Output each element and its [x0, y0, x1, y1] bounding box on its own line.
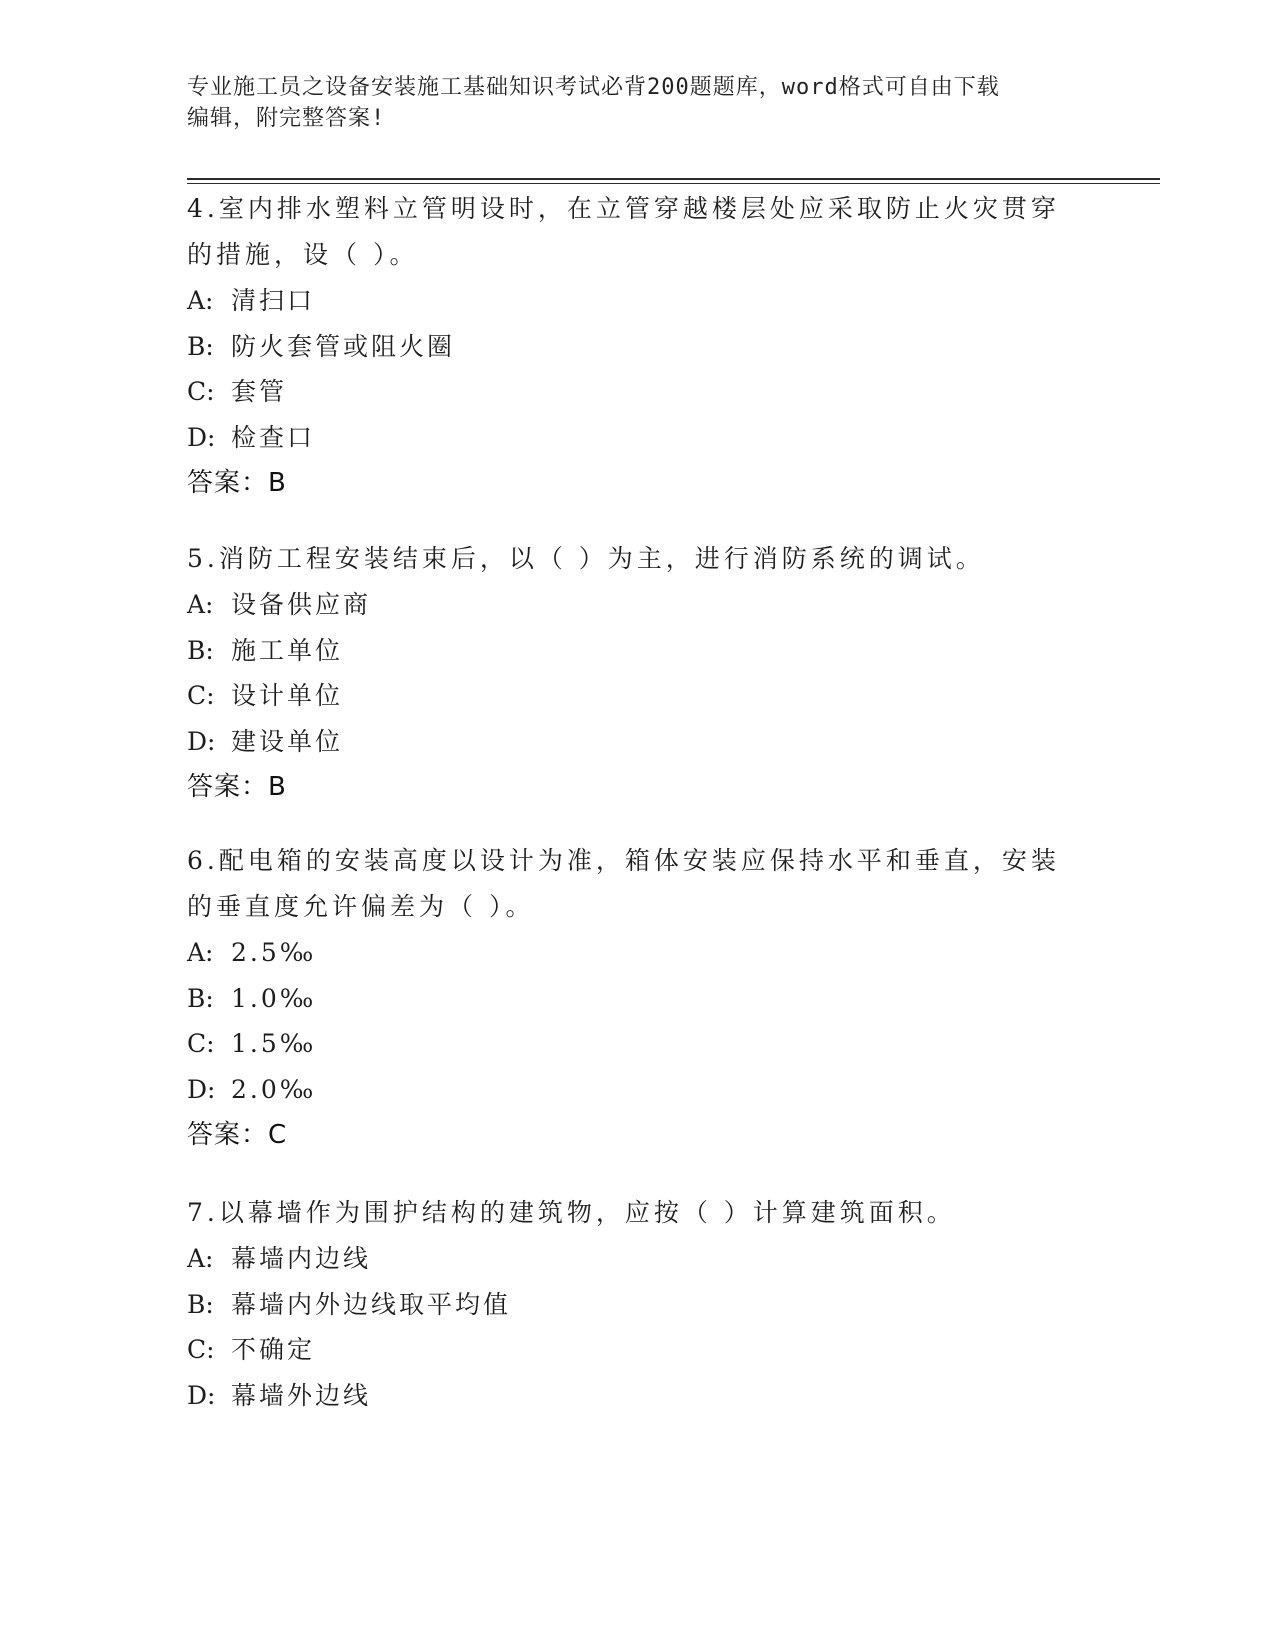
option-key: A:	[187, 938, 214, 967]
option-key: B:	[187, 635, 214, 665]
option-key: D:	[187, 726, 216, 756]
header-divider-thin	[187, 183, 1160, 184]
option-text: 幕墙内边线	[231, 1244, 372, 1273]
option-key: C:	[187, 681, 215, 710]
option-key: B:	[187, 983, 214, 1013]
option-key: C:	[187, 1335, 215, 1364]
option-a	[187, 278, 1087, 324]
option-text: 1.0‰	[231, 983, 317, 1013]
option-text: 不确定	[231, 1335, 316, 1364]
option-text: 套管	[231, 377, 288, 406]
option-a	[187, 1236, 1087, 1282]
option-key: D:	[187, 1380, 216, 1410]
option-text: 设备供应商	[231, 590, 372, 619]
answer-line: 答案：C	[187, 1120, 288, 1150]
option-key: A:	[187, 286, 214, 315]
option-key: C:	[187, 377, 215, 406]
answer-line: 答案：B	[187, 468, 287, 498]
header-divider-thick	[187, 178, 1160, 180]
question-6	[187, 838, 1087, 1158]
option-key: B:	[187, 331, 214, 361]
option-key: D:	[187, 422, 216, 452]
question-7	[187, 1190, 1087, 1418]
option-key: B:	[187, 1289, 214, 1319]
question-text-line-1: 5.消防工程安装结束后，以（ ）为主，进行消防系统的调试。	[187, 544, 985, 573]
option-c	[187, 369, 1087, 415]
question-5	[187, 536, 1087, 810]
option-d	[187, 1067, 1087, 1113]
option-d	[187, 1373, 1087, 1419]
option-a	[187, 582, 1087, 628]
option-text: 设计单位	[231, 681, 344, 710]
option-key: C:	[187, 1029, 215, 1058]
option-c	[187, 1327, 1087, 1373]
header-line-2: 编辑，附完整答案!	[187, 106, 386, 131]
option-text: 幕墙内外边线取平均值	[231, 1289, 512, 1319]
option-key: D:	[187, 1074, 216, 1104]
option-a	[187, 930, 1087, 976]
option-d	[187, 415, 1087, 461]
question-text-line-2: 的垂直度允许偏差为（ ）。	[187, 892, 535, 921]
option-b	[187, 324, 1087, 370]
header-line-1: 专业施工员之设备安装施工基础知识考试必背200题题库，word格式可自由下载	[187, 75, 1000, 100]
option-b	[187, 976, 1087, 1022]
question-text-line-1: 7.以幕墙作为围护结构的建筑物，应按（ ）计算建筑面积。	[187, 1198, 956, 1227]
option-text: 清扫口	[231, 286, 316, 315]
question-text-line-1: 4.室内排水塑料立管明设时，在立管穿越楼层处应采取防止火灾贯穿	[187, 194, 1060, 223]
option-text: 1.5‰	[231, 1029, 317, 1058]
option-text: 2.5‰	[231, 938, 317, 967]
question-text-line-1: 6.配电箱的安装高度以设计为准，箱体安装应保持水平和垂直，安装	[187, 846, 1060, 875]
question-4	[187, 186, 1087, 506]
option-key: A:	[187, 590, 214, 619]
option-c	[187, 673, 1087, 719]
option-text: 2.0‰	[231, 1074, 317, 1104]
option-text: 幕墙外边线	[231, 1380, 372, 1410]
answer-line: 答案：B	[187, 772, 287, 802]
option-b	[187, 1282, 1087, 1328]
option-c	[187, 1021, 1087, 1067]
option-key: A:	[187, 1244, 214, 1273]
document-header	[187, 72, 1087, 134]
option-d	[187, 719, 1087, 765]
option-text: 防火套管或阻火圈	[231, 331, 456, 361]
question-text-line-2: 的措施，设（ ）。	[187, 240, 419, 269]
option-text: 施工单位	[231, 635, 344, 665]
option-text: 建设单位	[231, 726, 344, 756]
option-text: 检查口	[231, 422, 316, 452]
option-b	[187, 628, 1087, 674]
